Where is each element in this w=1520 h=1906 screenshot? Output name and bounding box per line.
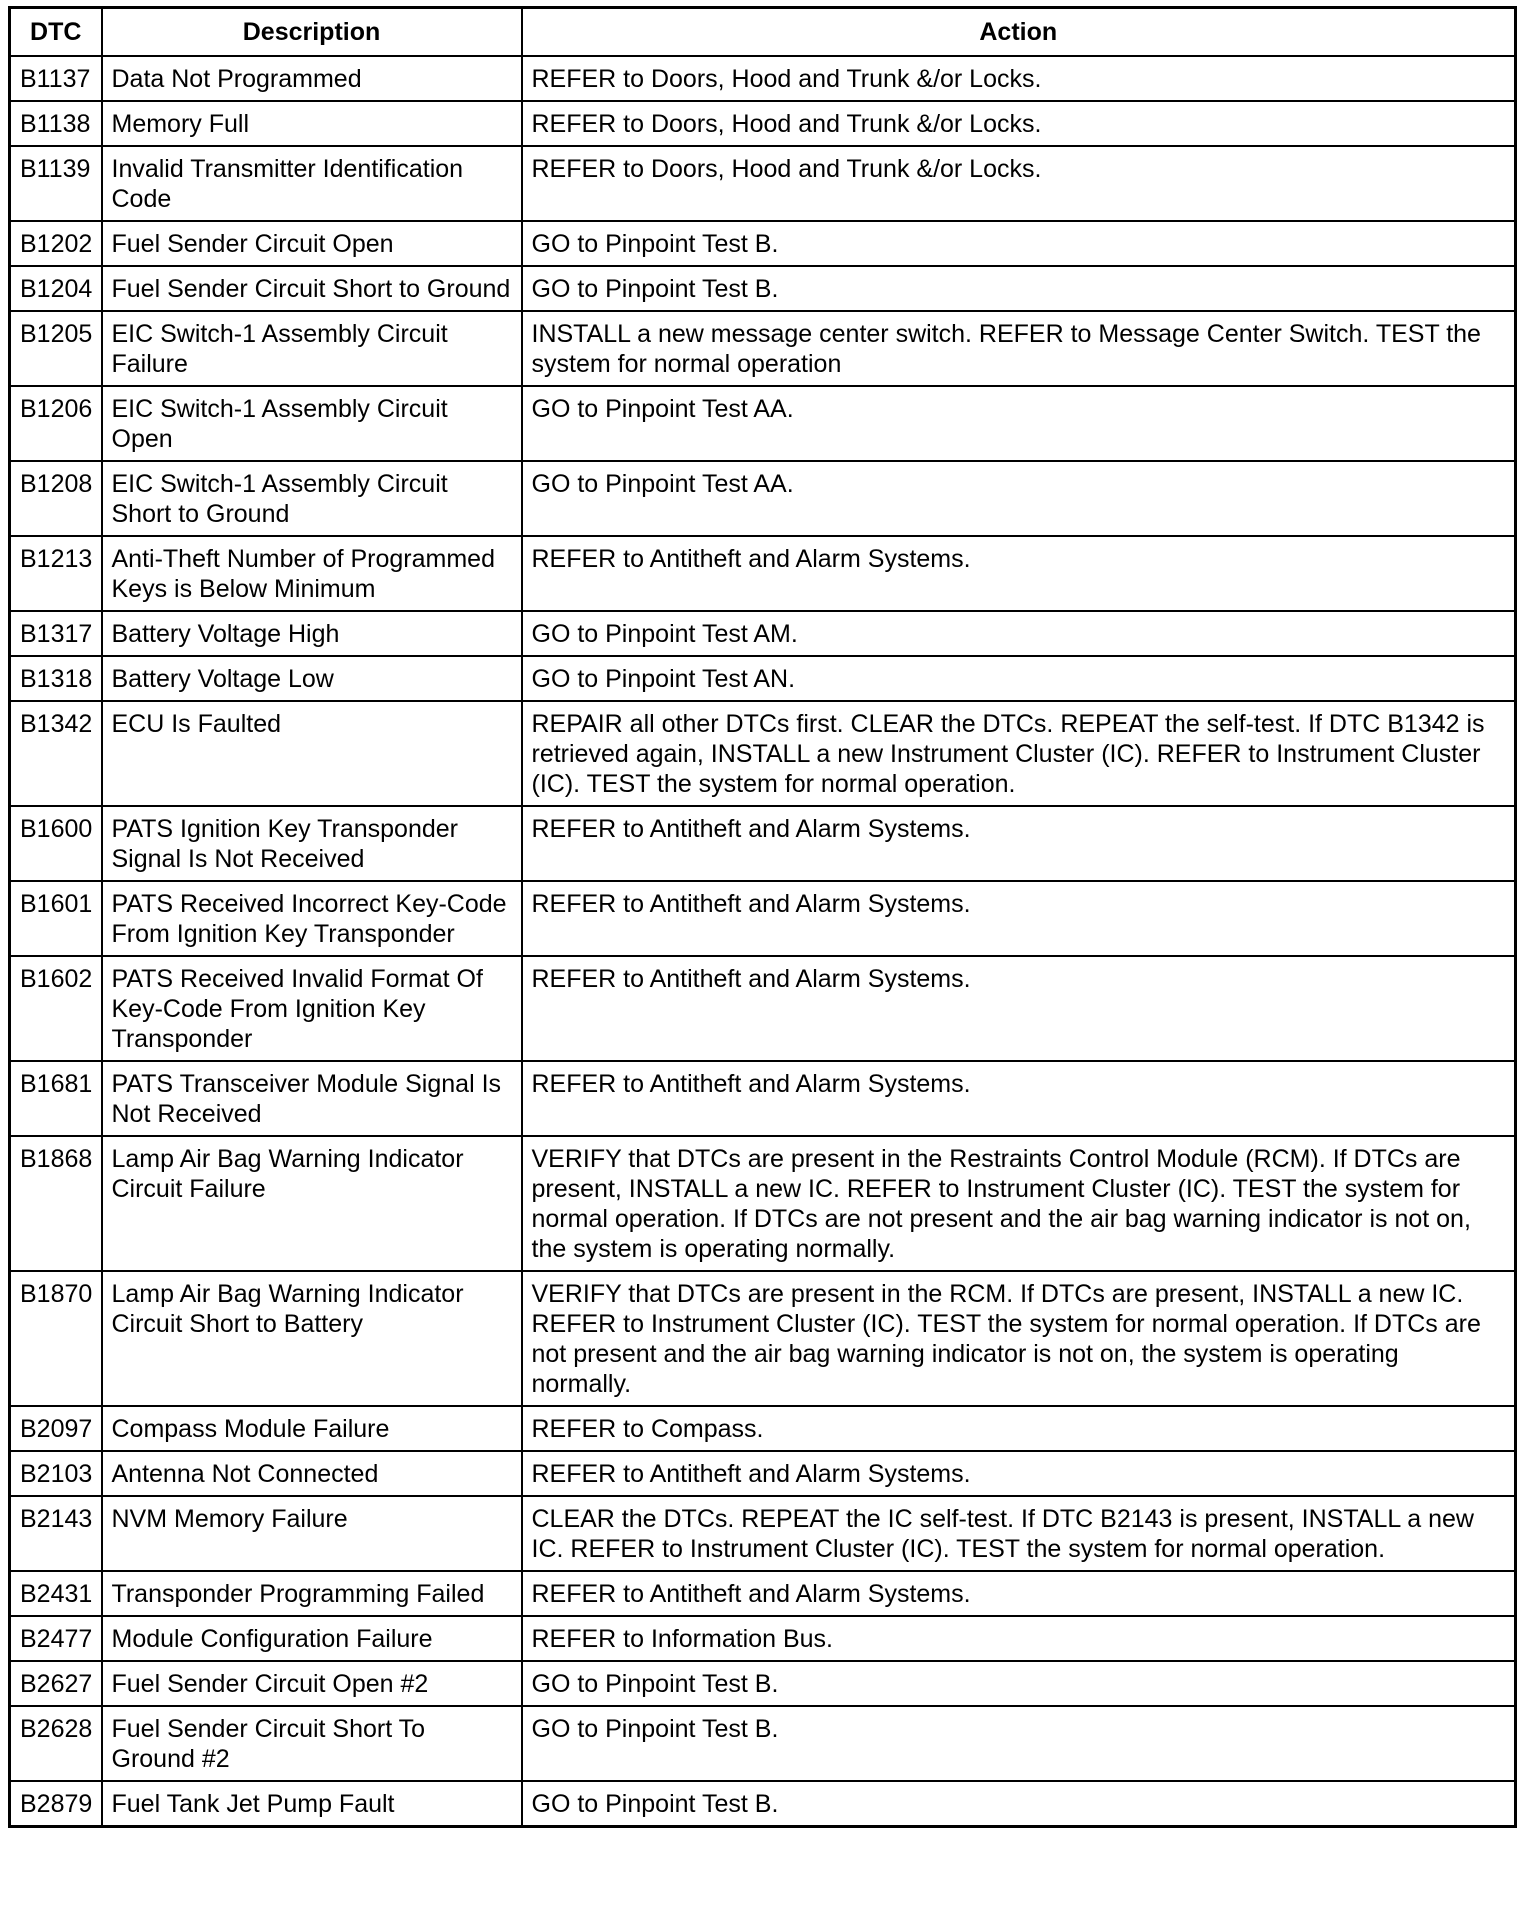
dtc-code-cell: B1681 — [10, 1061, 102, 1136]
table-row — [10, 806, 1516, 881]
action-cell: REPAIR all other DTCs first. CLEAR the DTCs. REPEAT the self-test. If DTC B1342 is retrieved again, INSTALL a new Instrument Cluster (IC). REFER to Instrument Cluster (IC). TEST the system for normal operation. — [522, 701, 1516, 806]
action-cell: GO to Pinpoint Test B. — [522, 266, 1516, 311]
description-cell: EIC Switch-1 Assembly Circuit Short to Ground — [102, 461, 522, 536]
table-row — [10, 536, 1516, 611]
dtc-code-cell: B2143 — [10, 1496, 102, 1571]
dtc-code-cell: B1138 — [10, 101, 102, 146]
header-description: Description — [102, 8, 522, 57]
table-row — [10, 1781, 1516, 1827]
dtc-code-cell: B1601 — [10, 881, 102, 956]
dtc-code-cell: B1137 — [10, 56, 102, 101]
action-cell: GO to Pinpoint Test B. — [522, 1661, 1516, 1706]
table-row — [10, 386, 1516, 461]
action-cell: GO to Pinpoint Test B. — [522, 1781, 1516, 1827]
table-row — [10, 101, 1516, 146]
table-row — [10, 701, 1516, 806]
table-row — [10, 881, 1516, 956]
description-cell: Fuel Sender Circuit Short to Ground — [102, 266, 522, 311]
dtc-code-cell: B1213 — [10, 536, 102, 611]
dtc-code-cell: B1202 — [10, 221, 102, 266]
dtc-code-cell: B1318 — [10, 656, 102, 701]
description-cell: Fuel Sender Circuit Open — [102, 221, 522, 266]
table-row — [10, 1616, 1516, 1661]
action-cell: REFER to Antitheft and Alarm Systems. — [522, 806, 1516, 881]
table-header — [10, 8, 1516, 57]
description-cell: Fuel Sender Circuit Open #2 — [102, 1661, 522, 1706]
dtc-code-cell: B2627 — [10, 1661, 102, 1706]
dtc-table — [8, 6, 1517, 1828]
description-cell: Invalid Transmitter Identification Code — [102, 146, 522, 221]
table-row — [10, 1661, 1516, 1706]
action-cell: GO to Pinpoint Test AM. — [522, 611, 1516, 656]
description-cell: Compass Module Failure — [102, 1406, 522, 1451]
table-row — [10, 1451, 1516, 1496]
action-cell: REFER to Antitheft and Alarm Systems. — [522, 881, 1516, 956]
action-cell: REFER to Doors, Hood and Trunk &/or Locks. — [522, 56, 1516, 101]
dtc-code-cell: B2879 — [10, 1781, 102, 1827]
action-cell: GO to Pinpoint Test B. — [522, 221, 1516, 266]
dtc-code-cell: B2431 — [10, 1571, 102, 1616]
description-cell: Battery Voltage Low — [102, 656, 522, 701]
action-cell: REFER to Compass. — [522, 1406, 1516, 1451]
action-cell: REFER to Doors, Hood and Trunk &/or Locks. — [522, 101, 1516, 146]
description-cell: Antenna Not Connected — [102, 1451, 522, 1496]
action-cell: REFER to Doors, Hood and Trunk &/or Locks. — [522, 146, 1516, 221]
dtc-code-cell: B1139 — [10, 146, 102, 221]
description-cell: PATS Received Incorrect Key-Code From Ignition Key Transponder — [102, 881, 522, 956]
dtc-code-cell: B1205 — [10, 311, 102, 386]
table-row — [10, 1706, 1516, 1781]
dtc-code-cell: B1870 — [10, 1271, 102, 1406]
action-cell: GO to Pinpoint Test AA. — [522, 461, 1516, 536]
description-cell: ECU Is Faulted — [102, 701, 522, 806]
action-cell: CLEAR the DTCs. REPEAT the IC self-test. If DTC B2143 is present, INSTALL a new IC. REFER to Instrument Cluster (IC). TEST the system for normal operation. — [522, 1496, 1516, 1571]
action-cell: GO to Pinpoint Test B. — [522, 1706, 1516, 1781]
action-cell: VERIFY that DTCs are present in the RCM. If DTCs are present, INSTALL a new IC. REFER to Instrument Cluster (IC). TEST the system for normal operation. If DTCs are not present and the air bag warning indicator is not on, the system is operating normally. — [522, 1271, 1516, 1406]
table-row — [10, 461, 1516, 536]
dtc-code-cell: B2103 — [10, 1451, 102, 1496]
table-row — [10, 221, 1516, 266]
description-cell: NVM Memory Failure — [102, 1496, 522, 1571]
table-row — [10, 1136, 1516, 1271]
table-row — [10, 956, 1516, 1061]
dtc-code-cell: B1342 — [10, 701, 102, 806]
dtc-code-cell: B1602 — [10, 956, 102, 1061]
table-row — [10, 1271, 1516, 1406]
description-cell: Memory Full — [102, 101, 522, 146]
description-cell: EIC Switch-1 Assembly Circuit Failure — [102, 311, 522, 386]
action-cell: REFER to Antitheft and Alarm Systems. — [522, 536, 1516, 611]
description-cell: Transponder Programming Failed — [102, 1571, 522, 1616]
header-action: Action — [522, 8, 1516, 57]
table-row — [10, 656, 1516, 701]
description-cell: Data Not Programmed — [102, 56, 522, 101]
action-cell: REFER to Antitheft and Alarm Systems. — [522, 1571, 1516, 1616]
action-cell: REFER to Antitheft and Alarm Systems. — [522, 1061, 1516, 1136]
description-cell: PATS Transceiver Module Signal Is Not Received — [102, 1061, 522, 1136]
header-row — [10, 8, 1516, 57]
table-row — [10, 311, 1516, 386]
action-cell: GO to Pinpoint Test AN. — [522, 656, 1516, 701]
action-cell: VERIFY that DTCs are present in the Restraints Control Module (RCM). If DTCs are present, INSTALL a new IC. REFER to Instrument Cluster (IC). TEST the system for normal operation. If DTCs are not present and the air bag warning indicator is not on, the system is operating normally. — [522, 1136, 1516, 1271]
dtc-code-cell: B1208 — [10, 461, 102, 536]
description-cell: EIC Switch-1 Assembly Circuit Open — [102, 386, 522, 461]
description-cell: Anti-Theft Number of Programmed Keys is Below Minimum — [102, 536, 522, 611]
description-cell: Lamp Air Bag Warning Indicator Circuit Short to Battery — [102, 1271, 522, 1406]
description-cell: Fuel Tank Jet Pump Fault — [102, 1781, 522, 1827]
action-cell: GO to Pinpoint Test AA. — [522, 386, 1516, 461]
table-row — [10, 1571, 1516, 1616]
dtc-code-cell: B1600 — [10, 806, 102, 881]
dtc-code-cell: B2097 — [10, 1406, 102, 1451]
dtc-code-cell: B1868 — [10, 1136, 102, 1271]
dtc-code-cell: B1317 — [10, 611, 102, 656]
dtc-code-cell: B2628 — [10, 1706, 102, 1781]
description-cell: PATS Ignition Key Transponder Signal Is Not Received — [102, 806, 522, 881]
table-row — [10, 266, 1516, 311]
table-row — [10, 1406, 1516, 1451]
action-cell: REFER to Information Bus. — [522, 1616, 1516, 1661]
table-row — [10, 1496, 1516, 1571]
description-cell: PATS Received Invalid Format Of Key-Code From Ignition Key Transponder — [102, 956, 522, 1061]
action-cell: REFER to Antitheft and Alarm Systems. — [522, 956, 1516, 1061]
action-cell: REFER to Antitheft and Alarm Systems. — [522, 1451, 1516, 1496]
dtc-code-cell: B1206 — [10, 386, 102, 461]
table-row — [10, 1061, 1516, 1136]
header-dtc: DTC — [10, 8, 102, 57]
description-cell: Fuel Sender Circuit Short To Ground #2 — [102, 1706, 522, 1781]
table-row — [10, 146, 1516, 221]
dtc-code-cell: B1204 — [10, 266, 102, 311]
dtc-code-cell: B2477 — [10, 1616, 102, 1661]
action-cell: INSTALL a new message center switch. REFER to Message Center Switch. TEST the system for normal operation — [522, 311, 1516, 386]
table-row — [10, 611, 1516, 656]
table-body — [10, 56, 1516, 1827]
description-cell: Module Configuration Failure — [102, 1616, 522, 1661]
description-cell: Lamp Air Bag Warning Indicator Circuit Failure — [102, 1136, 522, 1271]
description-cell: Battery Voltage High — [102, 611, 522, 656]
table-row — [10, 56, 1516, 101]
